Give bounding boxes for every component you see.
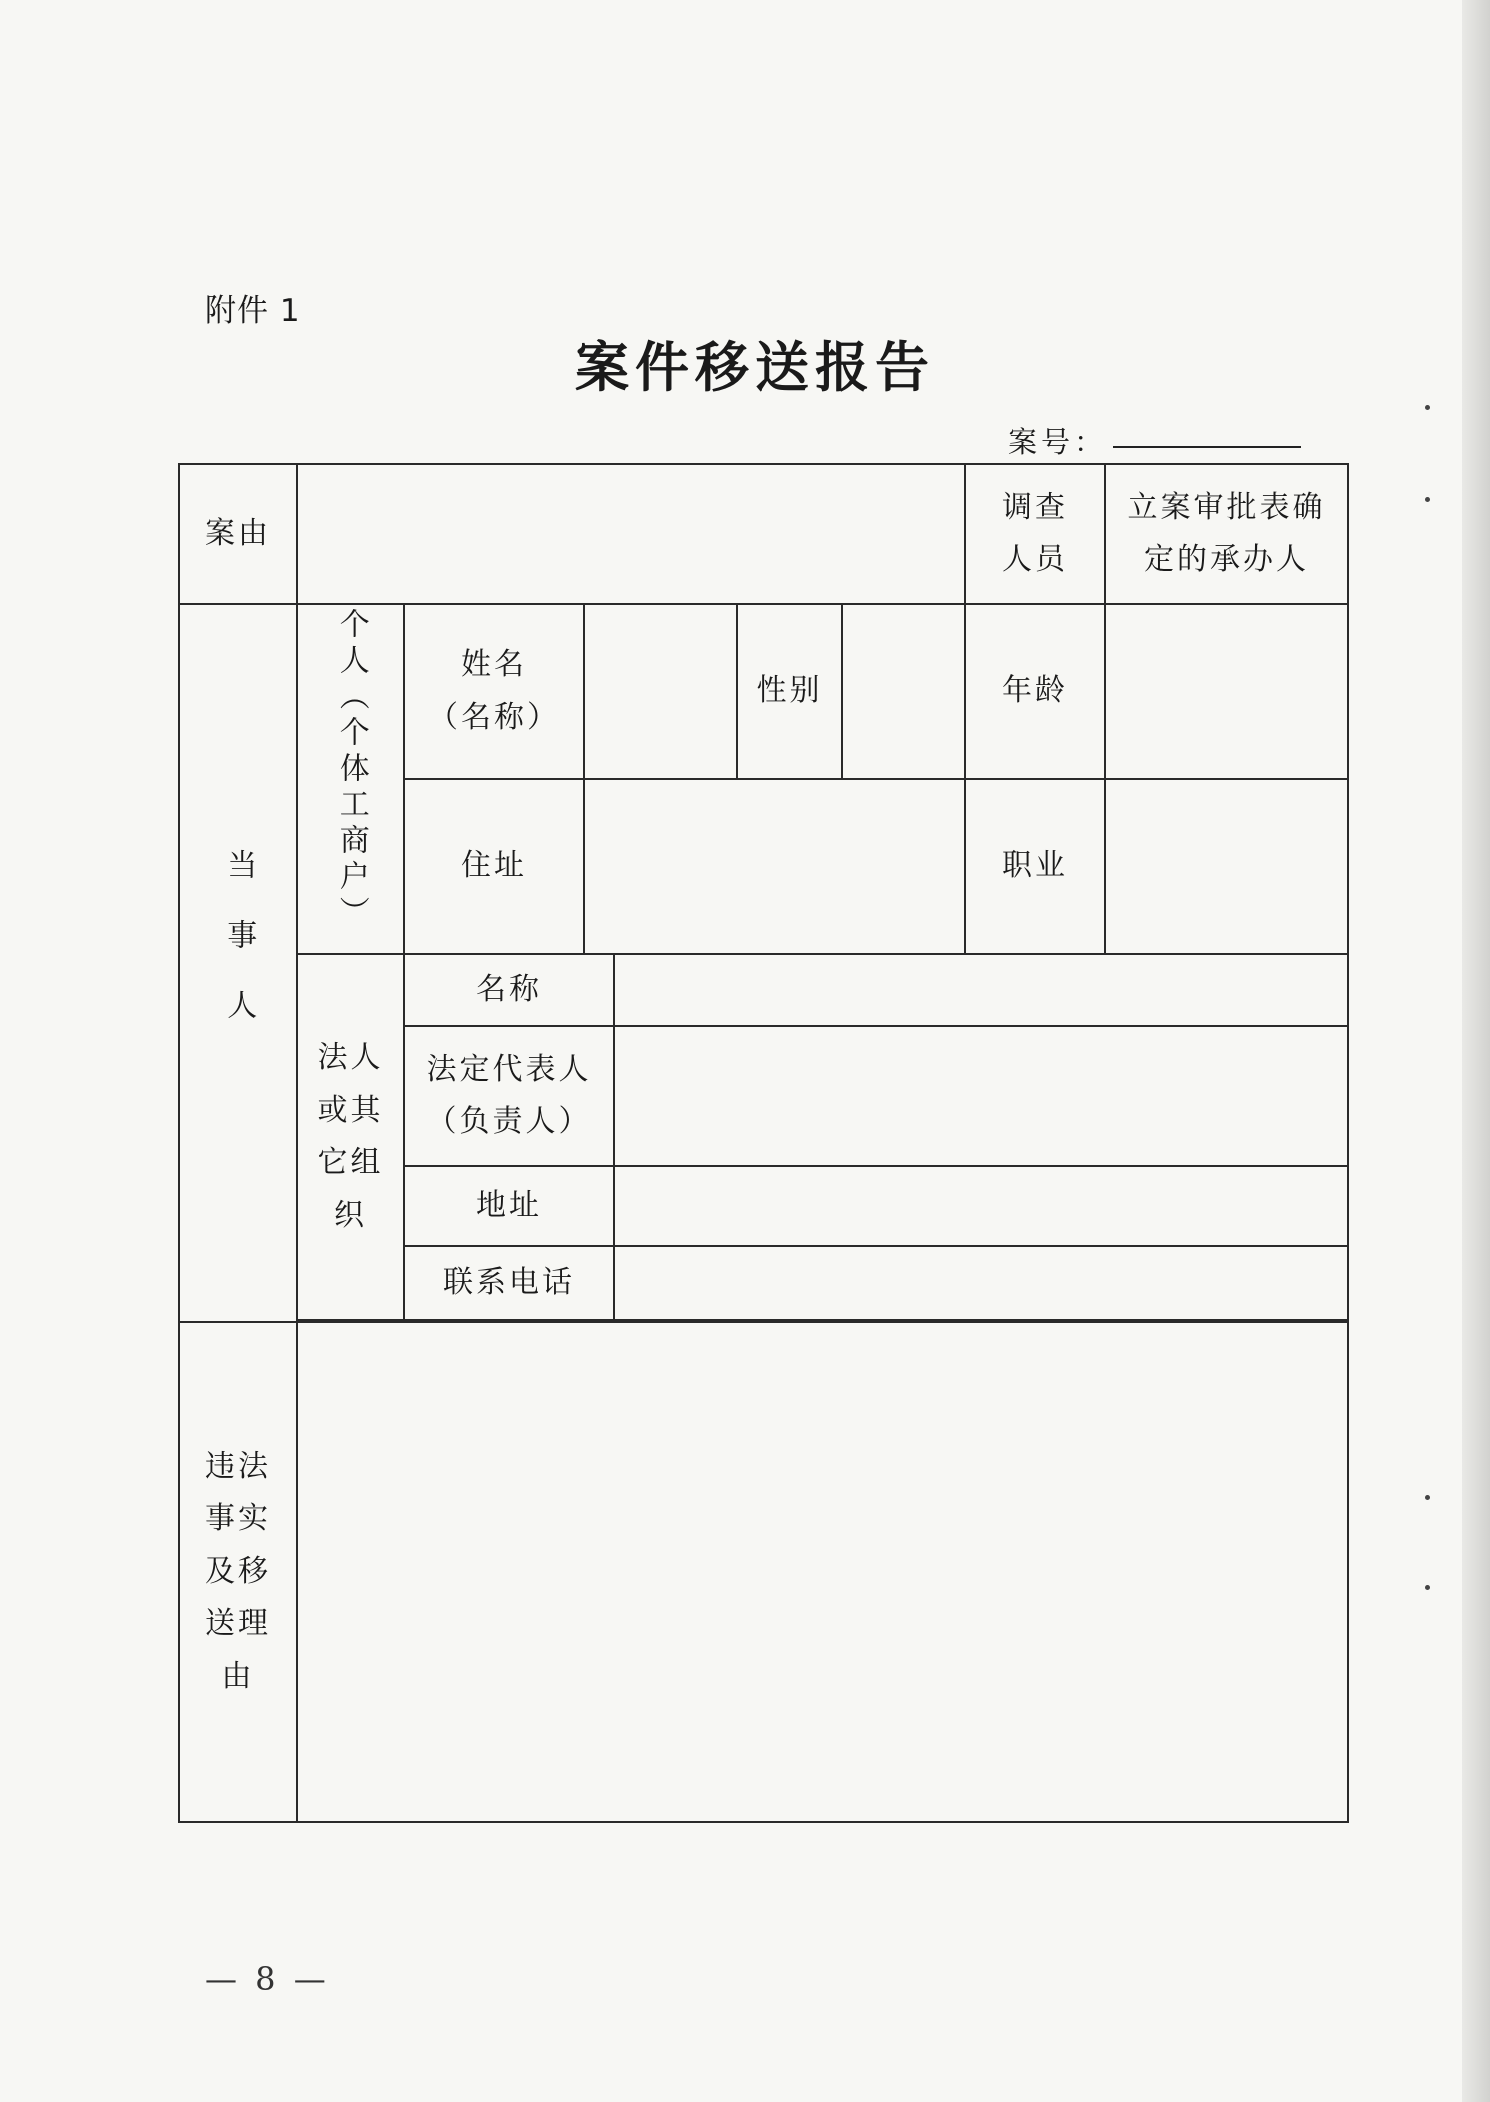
- age-field[interactable]: [1105, 604, 1348, 779]
- page-number: — 8 —: [205, 1960, 330, 1998]
- attachment-label: 附件 1: [205, 293, 301, 329]
- scan-mark: [1425, 405, 1430, 410]
- entity-name-label: 名称: [404, 954, 614, 1026]
- scan-mark: [1425, 497, 1430, 502]
- name-label: 姓名 （名称）: [404, 604, 584, 779]
- case-reason-label: 案由: [179, 464, 297, 604]
- residence-field[interactable]: [584, 779, 965, 954]
- occupation-label: 职业: [965, 779, 1105, 954]
- page-title: 案件移送报告: [575, 336, 935, 399]
- legal-rep-field[interactable]: [614, 1026, 1348, 1166]
- occupation-field[interactable]: [1105, 779, 1348, 954]
- residence-label: 住址: [404, 779, 584, 954]
- name-field[interactable]: [584, 604, 737, 779]
- investigator-label: 调查 人员: [965, 464, 1105, 604]
- address-field[interactable]: [614, 1166, 1348, 1246]
- approver-label: 立案审批表确 定的承办人: [1105, 464, 1348, 604]
- scan-edge: [1462, 0, 1490, 2102]
- case-number-field[interactable]: [1113, 446, 1301, 448]
- entity-name-field[interactable]: [614, 954, 1348, 1026]
- age-label: 年龄: [965, 604, 1105, 779]
- address-label: 地址: [404, 1166, 614, 1246]
- case-reason-field[interactable]: [297, 464, 965, 604]
- gender-field[interactable]: [842, 604, 965, 779]
- case-transfer-form: [178, 463, 1326, 1823]
- legal-rep-label: 法定代表人 （负责人）: [404, 1026, 614, 1166]
- individual-label: 个人（个体工商户）: [297, 604, 404, 954]
- scan-mark: [1425, 1585, 1430, 1590]
- scan-mark: [1425, 1495, 1430, 1500]
- violation-facts-field[interactable]: [297, 1322, 1348, 1822]
- phone-field[interactable]: [614, 1246, 1348, 1320]
- legal-entity-label: 法人 或其 它组 织: [297, 954, 404, 1320]
- gender-label: 性别: [737, 604, 842, 779]
- case-number-label: 案号：: [1008, 425, 1108, 459]
- violation-facts-label: 违法 事实 及移 送理 由: [179, 1322, 297, 1822]
- phone-label: 联系电话: [404, 1246, 614, 1320]
- party-label: 当事人: [179, 604, 297, 1322]
